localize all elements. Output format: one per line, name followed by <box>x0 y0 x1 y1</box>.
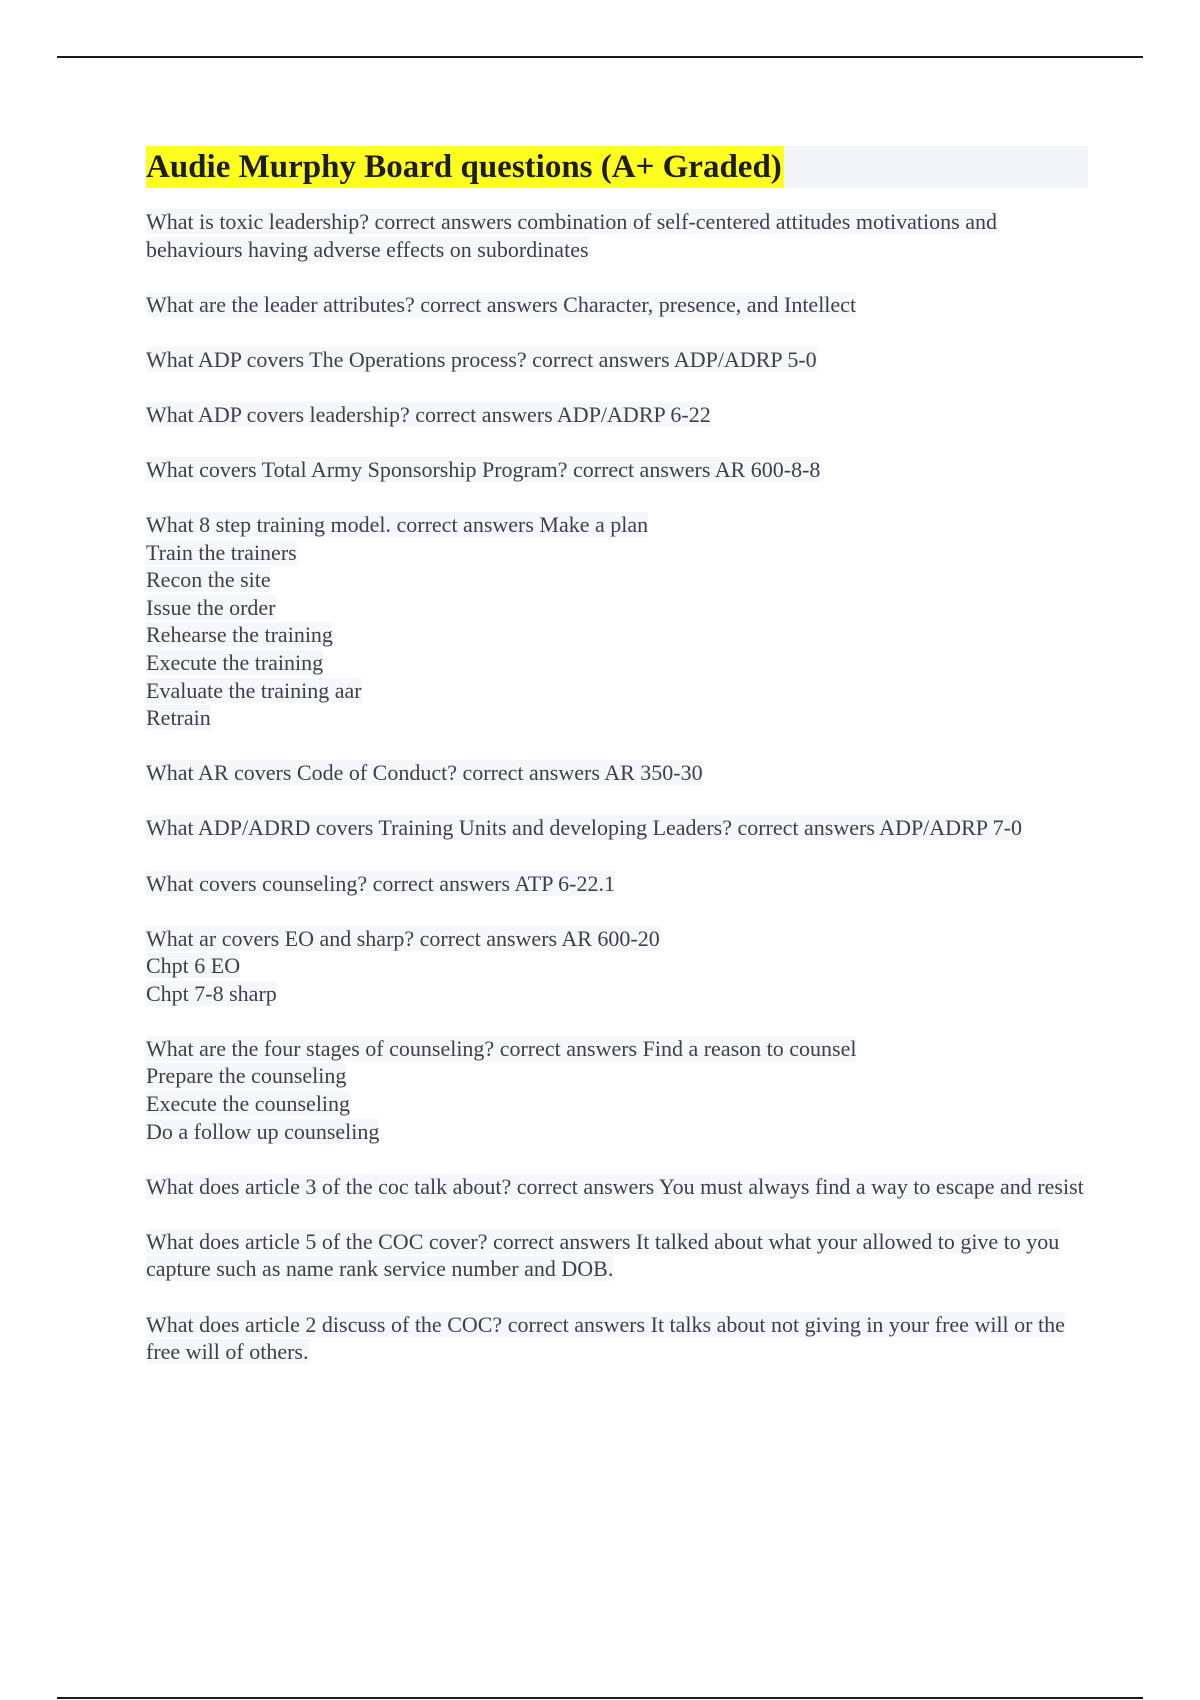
question-answer-text: What 8 step training model. correct answers Make a plan <box>146 512 649 538</box>
qa-row <box>146 1311 1088 1366</box>
qa-row <box>146 566 1088 594</box>
qa-item <box>146 208 1088 263</box>
question-answer-text: What covers Total Army Sponsorship Program? correct answers AR 600-8-8 <box>146 456 821 482</box>
qa-row <box>146 925 1088 953</box>
top-rule <box>57 56 1143 58</box>
answer-continuation-text: Chpt 7-8 sharp <box>146 980 277 1006</box>
qa-row <box>146 1035 1088 1063</box>
qa-row <box>146 952 1088 980</box>
qa-row <box>146 621 1088 649</box>
qa-item <box>146 1311 1088 1366</box>
answer-continuation-text: Execute the training <box>146 650 324 676</box>
qa-row <box>146 814 1088 842</box>
question-answer-text: What ADP/ADRD covers Training Units and developing Leaders? correct answers ADP/ADRP 7-0 <box>146 815 1022 841</box>
qa-row <box>146 1173 1088 1201</box>
qa-item <box>146 925 1088 1008</box>
qa-row <box>146 291 1088 319</box>
answer-continuation-text: Recon the site <box>146 567 271 593</box>
qa-row <box>146 704 1088 732</box>
question-answer-text: What ar covers EO and sharp? correct answers AR 600-20 <box>146 925 660 951</box>
qa-item <box>146 401 1088 429</box>
qa-row <box>146 1090 1088 1118</box>
qa-row <box>146 539 1088 567</box>
qa-item <box>146 456 1088 484</box>
question-answer-text: What does article 3 of the coc talk about? correct answers You must always find a way to escape and resist <box>146 1173 1084 1199</box>
qa-row <box>146 759 1088 787</box>
qa-row <box>146 677 1088 705</box>
answer-continuation-text: Prepare the counseling <box>146 1063 347 1089</box>
answer-continuation-text: Train the trainers <box>146 539 297 565</box>
qa-row <box>146 594 1088 622</box>
qa-list <box>146 208 1088 1366</box>
qa-row <box>146 346 1088 374</box>
document-body <box>146 146 1088 1393</box>
answer-continuation-text: Execute the counseling <box>146 1091 351 1117</box>
question-answer-text: What are the leader attributes? correct answers Character, presence, and Intellect <box>146 291 857 317</box>
qa-row <box>146 1118 1088 1146</box>
answer-continuation-text: Do a follow up counseling <box>146 1118 380 1144</box>
qa-row <box>146 1228 1088 1283</box>
bottom-rule <box>57 1697 1143 1699</box>
answer-continuation-text: Chpt 6 EO <box>146 953 241 979</box>
qa-row <box>146 456 1088 484</box>
qa-row <box>146 511 1088 539</box>
qa-item <box>146 1035 1088 1145</box>
question-answer-text: What AR covers Code of Conduct? correct answers AR 350-30 <box>146 760 703 786</box>
qa-item <box>146 759 1088 787</box>
question-answer-text: What does article 2 discuss of the COC? correct answers It talks about not giving in your free will or the free will of others. <box>146 1311 1065 1365</box>
qa-item <box>146 511 1088 732</box>
qa-item <box>146 1228 1088 1283</box>
qa-item <box>146 346 1088 374</box>
qa-row <box>146 870 1088 898</box>
qa-row <box>146 649 1088 677</box>
title-band <box>146 146 1088 188</box>
qa-row <box>146 1062 1088 1090</box>
qa-row <box>146 980 1088 1008</box>
qa-item <box>146 870 1088 898</box>
question-answer-text: What ADP covers The Operations process? correct answers ADP/ADRP 5-0 <box>146 346 817 372</box>
qa-item <box>146 1173 1088 1201</box>
answer-continuation-text: Evaluate the training aar <box>146 677 362 703</box>
document-title: Audie Murphy Board questions (A+ Graded) <box>146 146 784 188</box>
question-answer-text: What is toxic leadership? correct answers combination of self-centered attitudes motivations and behaviours having adverse effects on subordinates <box>146 209 997 262</box>
question-answer-text: What ADP covers leadership? correct answers ADP/ADRP 6-22 <box>146 401 711 427</box>
qa-item <box>146 291 1088 319</box>
qa-row <box>146 208 1088 263</box>
answer-continuation-text: Issue the order <box>146 594 276 620</box>
answer-continuation-text: Retrain <box>146 705 211 731</box>
qa-item <box>146 814 1088 842</box>
question-answer-text: What are the four stages of counseling? correct answers Find a reason to counsel <box>146 1035 857 1061</box>
question-answer-text: What does article 5 of the COC cover? correct answers It talked about what your allowed to give to you capture such as name rank service number and DOB. <box>146 1228 1060 1282</box>
qa-row <box>146 401 1088 429</box>
answer-continuation-text: Rehearse the training <box>146 622 333 648</box>
question-answer-text: What covers counseling? correct answers ATP 6-22.1 <box>146 870 615 896</box>
